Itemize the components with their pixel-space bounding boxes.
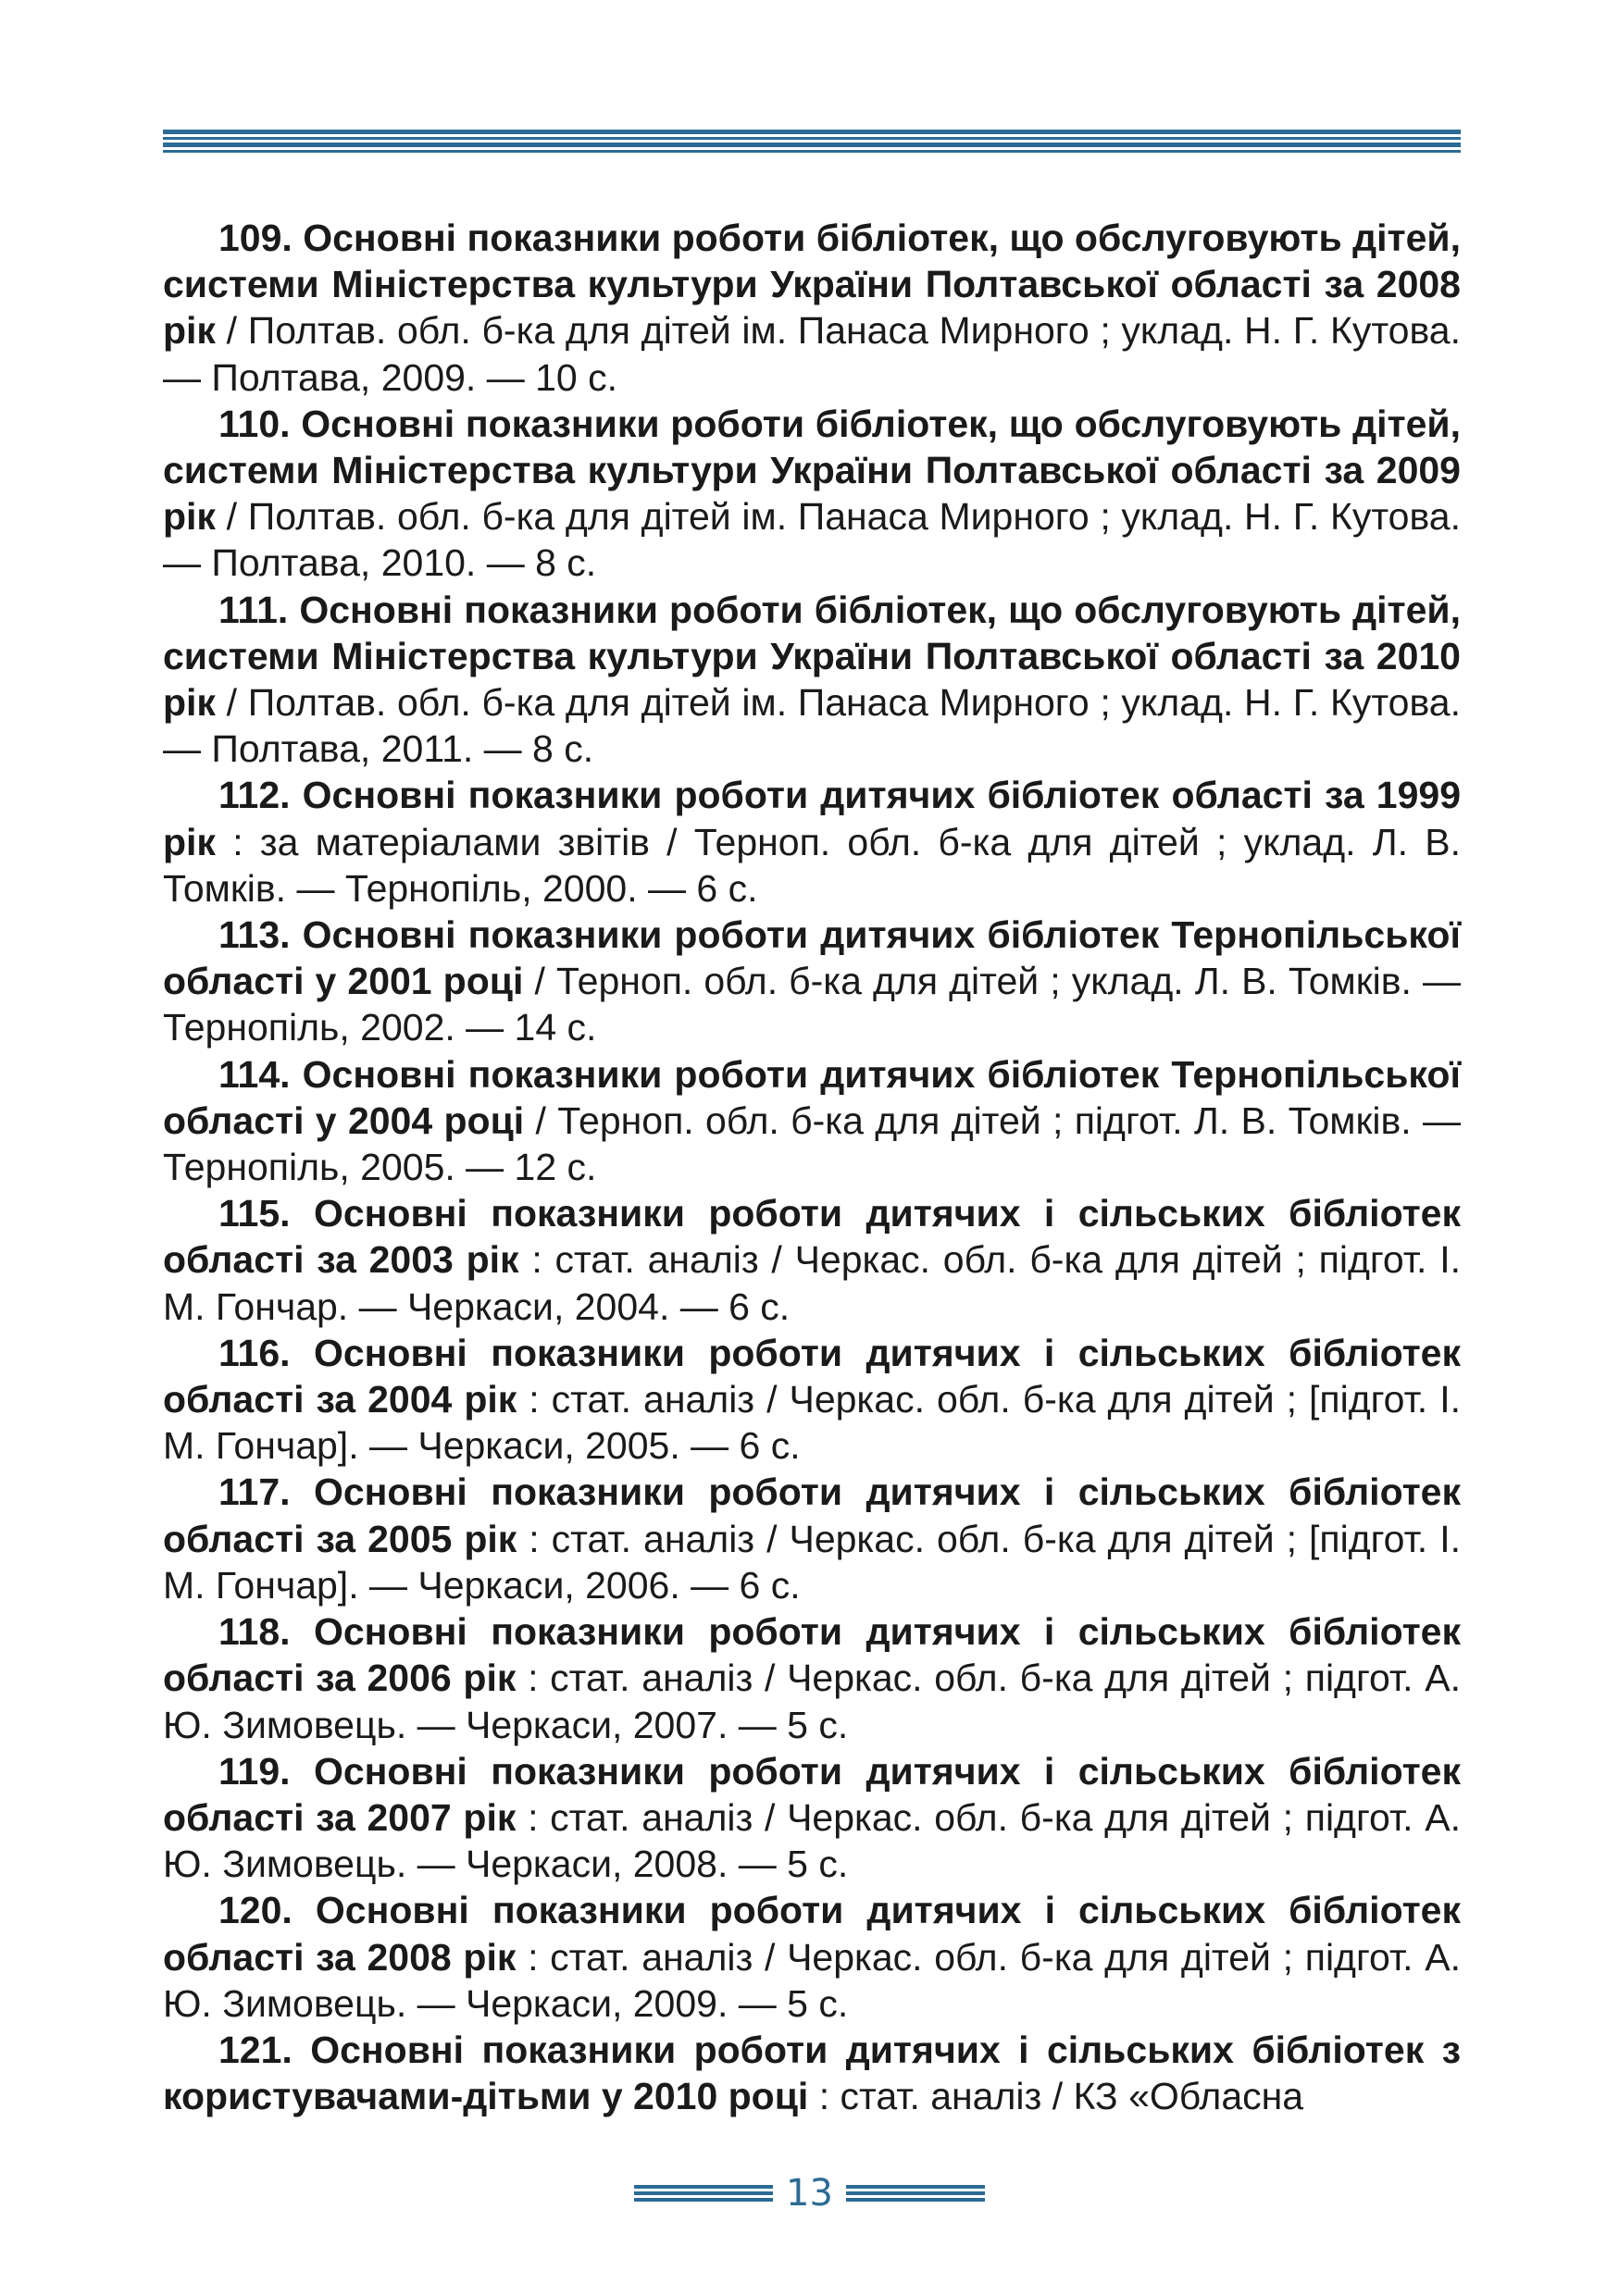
- entry-title: 116. Основні показники роботи дитячих і сільських бібліотек області за 2004 рік: [163, 1331, 1461, 1421]
- bibliography-entry: [163, 2027, 1461, 2119]
- entry-details: / Полтав. обл. б-ка для дітей ім. Панаса Мирного ; уклад. Н. Г. Кутова. — Полтава, 2011. — 8 с.: [163, 681, 1461, 771]
- entry-details: : стат. аналіз / Черкас. обл. б-ка для дітей ; підгот. І. М. Гончар. — Черкаси, 2004. — 6 с.: [163, 1238, 1461, 1328]
- entry-details: : стат. аналіз / Черкас. обл. б-ка для дітей ; [підгот. І. М. Гончар]. — Черкаси, 2005. — 6 с.: [163, 1378, 1461, 1468]
- entry-title: 117. Основні показники роботи дитячих і сільських бібліотек області за 2005 рік: [163, 1471, 1461, 1560]
- entry-details: : стат. аналіз / Черкас. обл. б-ка для дітей ; підгот. А. Ю. Зимовець. — Черкаси, 2007. — 5 с.: [163, 1657, 1461, 1746]
- entry-details: : стат. аналіз / КЗ «Обласна: [808, 2075, 1304, 2118]
- entry-details: / Полтав. обл. б-ка для дітей ім. Панаса Мирного ; уклад. Н. Г. Кутова. — Полтава, 2009. — 10 с.: [163, 309, 1461, 399]
- entry-title: 112. Основні показники роботи дитячих бібліотек області за 1999 рік: [163, 774, 1461, 863]
- entry-title: 109. Основні показники роботи бібліотек, що обслуговують дітей, системи Міністерства культури України Полтавської області за 2008 рік: [163, 217, 1461, 353]
- footer-rule-right: [846, 2185, 985, 2202]
- entry-details: : за матеріалами звітів / Терноп. обл. б-ка для дітей ; уклад. Л. В. Томків. — Тернопіль, 2000. — 6 с.: [163, 820, 1461, 910]
- entry-title: 111. Основні показники роботи бібліотек, що обслуговують дітей, системи Міністерства культури України Полтавської області за 2010 рік: [163, 588, 1461, 725]
- entry-details: / Терноп. обл. б-ка для дітей ; уклад. Л. В. Томків. — Тернопіль, 2002. — 14 с.: [163, 960, 1461, 1049]
- bibliography-entry: [163, 1190, 1461, 1330]
- bibliography-entry: [163, 1330, 1461, 1470]
- entry-details: / Полтав. обл. б-ка для дітей ім. Панаса Мирного ; уклад. Н. Г. Кутова. — Полтава, 2010. — 8 с.: [163, 495, 1461, 585]
- bibliography-list: [163, 215, 1461, 2119]
- entry-details: : стат. аналіз / Черкас. обл. б-ка для дітей ; [підгот. І. М. Гончар]. — Черкаси, 2006. — 6 с.: [163, 1517, 1461, 1607]
- entry-title: 118. Основні показники роботи дитячих і сільських бібліотек області за 2006 рік: [163, 1610, 1461, 1700]
- bibliography-entry: [163, 912, 1461, 1051]
- entry-title: 121. Основні показники роботи дитячих і сільських бібліотек з користувачами-дітьми у 2010 році: [163, 2028, 1461, 2118]
- entry-title: 114. Основні показники роботи дитячих бібліотек Тернопільської області у 2004 році: [163, 1052, 1461, 1142]
- bibliography-entry: [163, 1887, 1461, 2027]
- bibliography-entry: [163, 401, 1461, 587]
- page-number: 13: [786, 2172, 833, 2215]
- entry-title: 113. Основні показники роботи дитячих бібліотек Тернопільської області у 2001 році: [163, 913, 1461, 1003]
- entry-title: 115. Основні показники роботи дитячих і сільських бібліотек області за 2003 рік: [163, 1192, 1461, 1282]
- footer-rule-left: [634, 2185, 773, 2202]
- bibliography-entry: [163, 1608, 1461, 1748]
- page-footer: [0, 2166, 1619, 2221]
- bibliography-entry: [163, 1469, 1461, 1608]
- bibliography-entry: [163, 1748, 1461, 1888]
- entry-details: / Терноп. обл. б-ка для дітей ; підгот. Л. В. Томків. — Тернопіль, 2005. — 12 с.: [163, 1098, 1461, 1189]
- bibliography-entry: [163, 587, 1461, 773]
- header-decorative-rule: [163, 130, 1461, 155]
- bibliography-entry: [163, 215, 1461, 401]
- entry-title: 120. Основні показники роботи дитячих і сільських бібліотек області за 2008 рік: [163, 1889, 1461, 1979]
- bibliography-entry: [163, 1051, 1461, 1191]
- entry-details: : стат. аналіз / Черкас. обл. б-ка для дітей ; підгот. А. Ю. Зимовець. — Черкаси, 2009. — 5 с.: [163, 1935, 1461, 2025]
- entry-title: 119. Основні показники роботи дитячих і сільських бібліотек області за 2007 рік: [163, 1749, 1461, 1839]
- entry-details: : стат. аналіз / Черкас. обл. б-ка для дітей ; підгот. А. Ю. Зимовець. — Черкаси, 2008. — 5 с.: [163, 1795, 1461, 1886]
- entry-title: 110. Основні показники роботи бібліотек, що обслуговують дітей, системи Міністерства культури України Полтавської області за 2009 рік: [163, 402, 1461, 539]
- bibliography-entry: [163, 772, 1461, 912]
